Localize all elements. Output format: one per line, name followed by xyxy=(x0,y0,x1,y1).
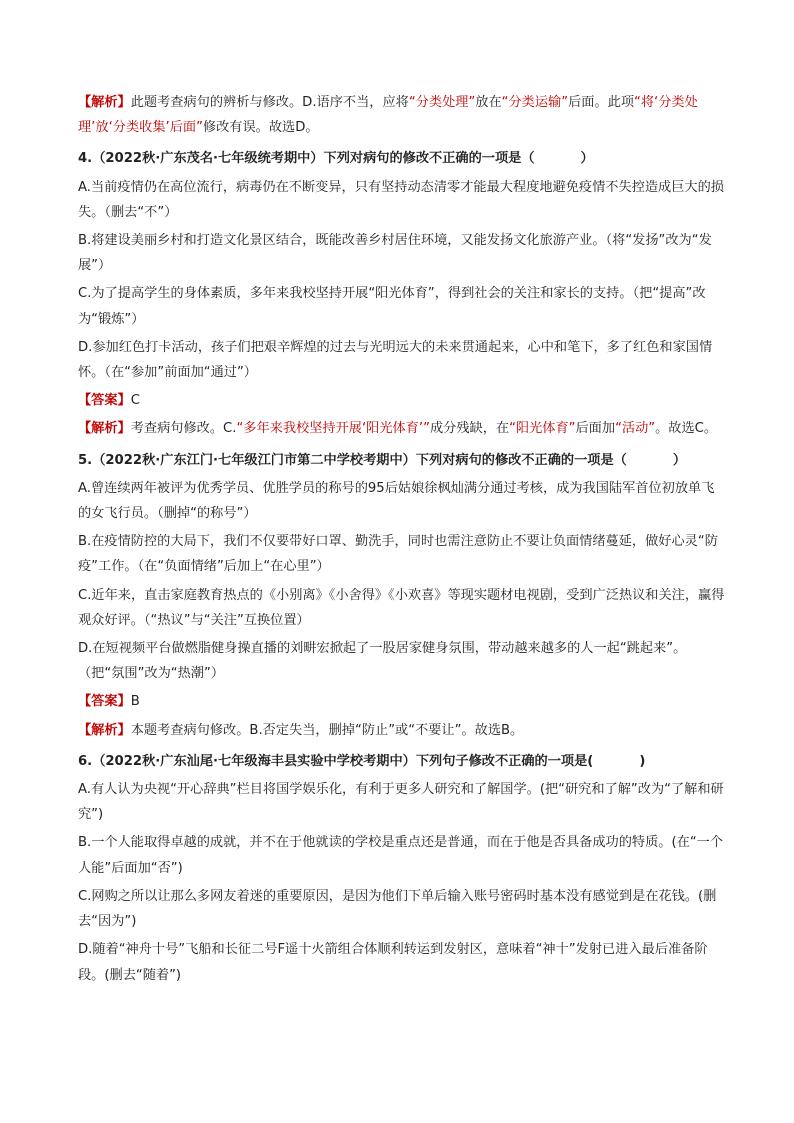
answer-line xyxy=(78,689,726,714)
option-d: D.在短视频平台做燃脂健身操直播的刘畊宏掀起了一股居家健身氛围，带动越来越多的人一起“跳起来”。（把“氛围”改为“热潮”） xyxy=(78,641,687,682)
analysis-quote: “分类处理” xyxy=(408,95,476,110)
question-bracket-end: ) xyxy=(639,753,646,769)
analysis-tag: 【解析】 xyxy=(78,722,131,738)
analysis-tag: 【解析】 xyxy=(78,95,131,110)
top-analysis xyxy=(78,90,726,140)
option-d: D.参加红色打卡活动，孩子们把艰辛辉煌的过去与光明远大的未来贯通起来，心中和笔下，多了红色和家国情怀。（在“参加”前面加“通过”） xyxy=(78,339,713,381)
analysis-text: 。故选C。 xyxy=(655,421,718,437)
analysis-text: 此题考查病句的辨析与修改。D.语序不当，应将 xyxy=(130,95,409,110)
option-a: A.有人认为央视“开心辞典”栏目将国学娱乐化，有利于更多人研究和了解国学。(把“研究和了解”改为“了解和研究”) xyxy=(78,782,724,823)
analysis-line xyxy=(78,718,726,743)
analysis-text: 后面。此项 xyxy=(568,95,635,110)
analysis-tag: 【解析】 xyxy=(78,421,131,437)
option-c: C.近年来，直击家庭教育热点的《小别离》《小舍得》《小欢喜》等现实题材电视剧，受到广泛热议和关注，赢得观众好评。（“热议”与“关注”互换位置） xyxy=(78,587,725,628)
answer-tag: 【答案】 xyxy=(78,393,131,409)
question-number: 6. xyxy=(78,753,93,769)
answer-line xyxy=(78,388,726,413)
analysis-text: 成分残缺，在 xyxy=(429,421,510,437)
question-bracket-end: ） xyxy=(580,151,594,167)
analysis-text: 修改有误。故选D。 xyxy=(202,120,319,136)
question-stem-4 xyxy=(78,146,726,171)
question-number: 4. xyxy=(78,151,93,167)
document-page xyxy=(78,90,726,988)
option-b: B.将建设美丽乡村和打造文化景区结合，既能改善乡村居住环境，又能发扬文化旅游产业。（将“发扬”改为“发展”） xyxy=(78,233,712,274)
analysis-quote: “多年来我校坚持开展‘阳光体育’” xyxy=(236,421,430,437)
question-bracket-end: ） xyxy=(672,452,687,468)
option-d: D.随着“神舟十号”飞船和长征二号F遥十火箭组合体顺利转运到发射区，意味着“神十”发射已进入最后准备阶段。(删去“随着”) xyxy=(78,942,708,983)
question-stem-6 xyxy=(78,749,726,774)
answer-value: C xyxy=(130,393,140,409)
answer-value: B xyxy=(130,694,140,710)
option-b: B.在疫情防控的大局下，我们不仅要带好口罩、勤洗手，同时也需注意防止不要让负面情绪蔓延，做好心灵“防疫”工作。（在“负面情绪”后加上“在心里”） xyxy=(78,534,718,575)
analysis-text: 放在 xyxy=(475,95,502,110)
question-text: （2022秋·广东茂名·七年级统考期中）下列对病句的修改不正确的一项是（ xyxy=(92,151,535,167)
analysis-text: 本题考查病句修改。B.否定失当，删掉“防止”或“不要让”。故选B。 xyxy=(130,722,524,738)
option-c: C.网购之所以让那么多网友着迷的重要原因，是因为他们下单后输入账号密码时基本没有感觉到是在花钱。(删去“因为”) xyxy=(78,888,717,930)
analysis-quote: “活动” xyxy=(615,421,656,437)
option-a: A.曾连续两年被评为优秀学员、优胜学员的称号的95后姑娘徐枫灿满分通过考核，成为我国陆军首位初放单飞的女飞行员。（删掉“的称号”） xyxy=(78,480,715,522)
question-text: （2022秋·广东江门·七年级江门市第二中学校考期中）下列对病句的修改不正确的一项是（ xyxy=(92,452,627,468)
option-b: B.一个人能取得卓越的成就，并不在于他就读的学校是重点还是普通，而在于他是否具备成功的特质。(在“一个人能”后面加“否”) xyxy=(78,835,724,876)
analysis-text: 后面加 xyxy=(575,421,616,437)
analysis-text: 考查病句修改。C. xyxy=(130,421,237,437)
analysis-quote: “阳光体育” xyxy=(509,421,576,437)
option-a: A.当前疫情仍在高位流行，病毒仍在不断变异，只有坚持动态清零才能最大程度地避免疫情不失控造成巨大的损失。（删去“不”） xyxy=(78,179,724,220)
question-text: （2022秋·广东汕尾·七年级海丰县实验中学校考期中）下列句子修改不正确的一项是( xyxy=(92,753,594,769)
option-c: C.为了提高学生的身体素质，多年来我校坚持开展“阳光体育”，得到社会的关注和家长的支持。（把“提高”改为“锻炼”） xyxy=(78,286,706,327)
question-number: 5. xyxy=(78,452,93,468)
analysis-quote: “将‘分类处理’放‘分类收集’后面” xyxy=(78,95,698,136)
answer-tag: 【答案】 xyxy=(78,694,131,710)
analysis-quote: “分类运输” xyxy=(501,95,569,110)
analysis-line xyxy=(78,416,726,441)
question-stem-5 xyxy=(78,448,726,473)
